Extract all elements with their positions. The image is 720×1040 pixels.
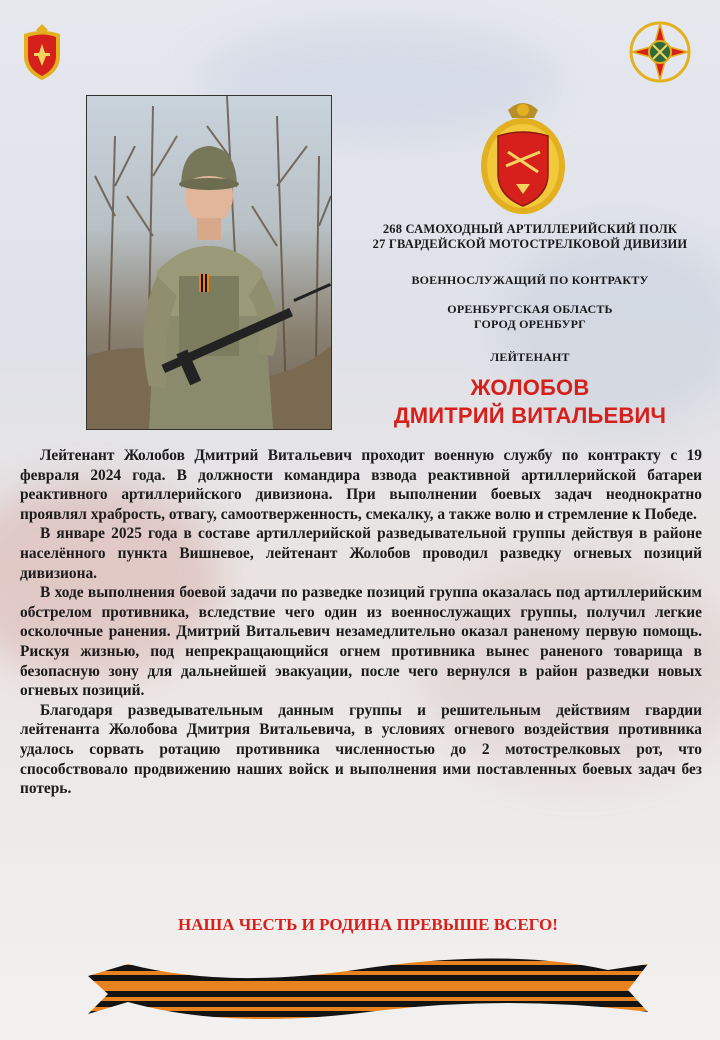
paragraph-2: В январе 2025 года в составе артиллерийской разведывательной группы действуя в районе населённого пункта Вишневое, лейтенант Жолобов проводил разведку огневых позиций дивизиона. [20,525,702,582]
location [345,302,715,332]
artillery-cross-emblem-icon [628,20,692,84]
contract-label: ВОЕННОСЛУЖАЩИЙ ПО КОНТРАКТУ [411,273,649,287]
division-badge-icon [478,96,568,216]
rank-label: ЛЕЙТЕНАНТ [490,350,570,364]
unit-title [345,222,715,252]
city-label: ГОРОД ОРЕНБУРГ [473,317,586,331]
biography-text [20,446,702,799]
unit-line-1: 268 САМОХОДНЫЙ АРТИЛЛЕРИЙСКИЙ ПОЛК [382,222,678,236]
region-label: ОРЕНБУРГСКАЯ ОБЛАСТЬ [447,302,613,316]
motto: НАША ЧЕСТЬ И РОДИНА ПРЕВЫШЕ ВСЕГО! [178,915,558,934]
unit-line-2: 27 ГВАРДЕЙСКОЙ МОТОСТРЕЛКОВОЙ ДИВИЗИИ [372,237,688,251]
person-name [345,374,715,430]
red-shield-emblem-icon [18,22,66,82]
st-george-ribbon-icon [88,950,648,1030]
soldier-photo [86,95,332,430]
paragraph-4: Благодаря разведывательным данным группы и решительным действиям гвардии лейтенанта Жолобова Дмитрия Витальевича, в условиях огневого воздействия противника удалось сорвать ротацию противника численностью до 2 мотострелковых рот, что способствовало продвижению наших войск и выполнения ими поставленных боевых задач без потерь. [20,701,702,798]
paragraph-3: В ходе выполнения боевой задачи по разведке позиций группа оказалась под артиллерийским обстрелом противника, вследствие чего один из военнослужащих группы, получил легкие осколочные ранения. Дмитрий Витальевич незамедлительно оказал раненому первую помощь. Рискуя жизнью, под непрекращающийся огнем противника вынес раненого товарища в безопасную зону для дальнейшей эвакуации, после чего вернулся в район разведки новых огневых позиций. [20,584,702,700]
surname: ЖОЛОБОВ [470,375,590,400]
paragraph-1: Лейтенант Жолобов Дмитрий Витальевич проходит военную службу по контракту с 19 февраля 2024 года. В должности командира взвода реактивной артиллерийской батареи реактивного артиллерийского дивизиона. При выполнении боевых задач неоднократно проявлял храбрость, отвагу, самоотверженность, смекалку, а также волю и стремление к Победе. [20,447,702,523]
given-names: ДМИТРИЙ ВИТАЛЬЕВИЧ [393,403,667,428]
